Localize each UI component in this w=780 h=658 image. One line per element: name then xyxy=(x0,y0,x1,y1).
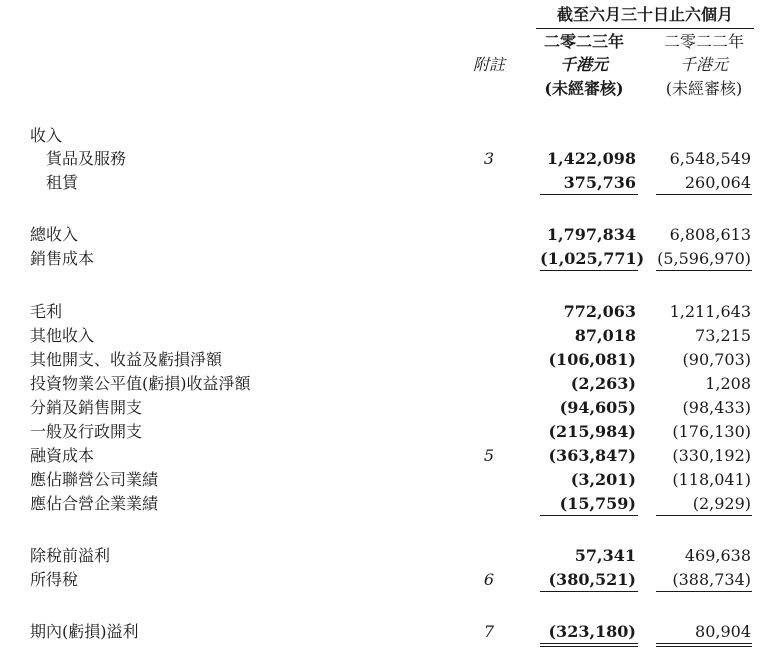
subtotal-rule-prior xyxy=(656,270,752,271)
row-current-value: 375,736 xyxy=(563,173,636,192)
row-note: 6 xyxy=(483,570,495,589)
row-prior-value: 6,548,549 xyxy=(669,149,751,168)
row-current-value: (94,605) xyxy=(559,398,636,417)
row-prior-value: (330,192) xyxy=(672,446,751,465)
row-label: 應佔合營企業業績 xyxy=(30,494,159,513)
row-prior-value: 1,208 xyxy=(705,374,751,393)
note-column-heading: 附註 xyxy=(472,55,505,74)
row-note: 7 xyxy=(483,622,495,641)
row-note: 5 xyxy=(483,446,495,465)
row-current-value: 772,063 xyxy=(563,302,636,321)
subtotal-rule-prior xyxy=(656,194,752,195)
row-current-value: 57,341 xyxy=(574,546,636,565)
row-label: 貨品及服務 xyxy=(46,149,127,168)
subtotal-rule-current xyxy=(540,591,638,592)
row-prior-value: (176,130) xyxy=(672,422,751,441)
row-current-value: (380,521) xyxy=(548,570,636,589)
row-label: 應佔聯營公司業績 xyxy=(30,470,159,489)
row-current-value: (2,263) xyxy=(570,374,636,393)
status-prior: (未經審核) xyxy=(665,79,743,98)
unit-prior: 千港元 xyxy=(679,55,728,74)
row-label: 租賃 xyxy=(46,173,79,192)
row-label: 銷售成本 xyxy=(30,249,95,268)
row-label: 期內(虧損)溢利 xyxy=(30,622,139,641)
total-rule-current xyxy=(540,643,638,644)
row-label: 其他開支、收益及虧損淨額 xyxy=(30,350,223,369)
row-current-value: (215,984) xyxy=(548,422,636,441)
row-prior-value: 260,064 xyxy=(684,173,751,192)
subtotal-rule-current xyxy=(540,515,638,516)
row-prior-value: 1,211,643 xyxy=(669,302,751,321)
row-label: 所得稅 xyxy=(30,570,79,589)
row-label: 融資成本 xyxy=(30,446,95,465)
row-current-value: 87,018 xyxy=(574,326,636,345)
subtotal-rule-prior xyxy=(656,591,752,592)
row-prior-value: (2,929) xyxy=(692,494,751,513)
row-current-value: (1,025,771) xyxy=(540,249,645,268)
year-current: 二零二三年 xyxy=(543,32,624,51)
row-current-value: (3,201) xyxy=(570,470,636,489)
period-underline xyxy=(536,28,754,29)
unit-current: 千港元 xyxy=(559,55,608,74)
row-prior-value: (118,041) xyxy=(672,470,751,489)
row-label: 投資物業公平值(虧損)收益淨額 xyxy=(30,374,251,393)
row-label: 一般及行政開支 xyxy=(30,422,143,441)
subtotal-rule-current xyxy=(540,270,638,271)
row-label: 毛利 xyxy=(30,302,63,321)
row-prior-value: (388,734) xyxy=(672,570,751,589)
row-prior-value: (90,703) xyxy=(682,350,751,369)
row-note: 3 xyxy=(483,149,495,168)
row-label-revenue-heading: 收入 xyxy=(30,126,63,145)
row-prior-value: 73,215 xyxy=(695,326,751,345)
total-double-rule-current xyxy=(540,646,638,647)
row-prior-value: (98,433) xyxy=(682,398,751,417)
row-label: 其他收入 xyxy=(30,326,95,345)
status-current: (未經審核) xyxy=(544,79,624,98)
row-current-value: (106,081) xyxy=(548,350,636,369)
subtotal-rule-prior xyxy=(656,515,752,516)
row-label: 除稅前溢利 xyxy=(30,546,111,565)
row-label: 分銷及銷售開支 xyxy=(30,398,143,417)
total-double-rule-prior xyxy=(656,646,752,647)
row-current-value: (15,759) xyxy=(559,494,636,513)
row-prior-value: 469,638 xyxy=(684,546,751,565)
row-label: 總收入 xyxy=(30,225,79,244)
row-current-value: 1,797,834 xyxy=(546,225,636,244)
subtotal-rule-current xyxy=(540,194,638,195)
row-current-value: (363,847) xyxy=(548,446,636,465)
year-prior: 二零二二年 xyxy=(663,32,744,51)
row-prior-value: 6,808,613 xyxy=(669,225,751,244)
period-heading: 截至六月三十日止六個月 xyxy=(556,5,733,24)
row-current-value: (323,180) xyxy=(548,622,636,641)
row-current-value: 1,422,098 xyxy=(546,149,636,168)
row-prior-value: (5,596,970) xyxy=(657,249,751,268)
total-rule-prior xyxy=(656,643,752,644)
row-prior-value: 80,904 xyxy=(695,622,751,641)
